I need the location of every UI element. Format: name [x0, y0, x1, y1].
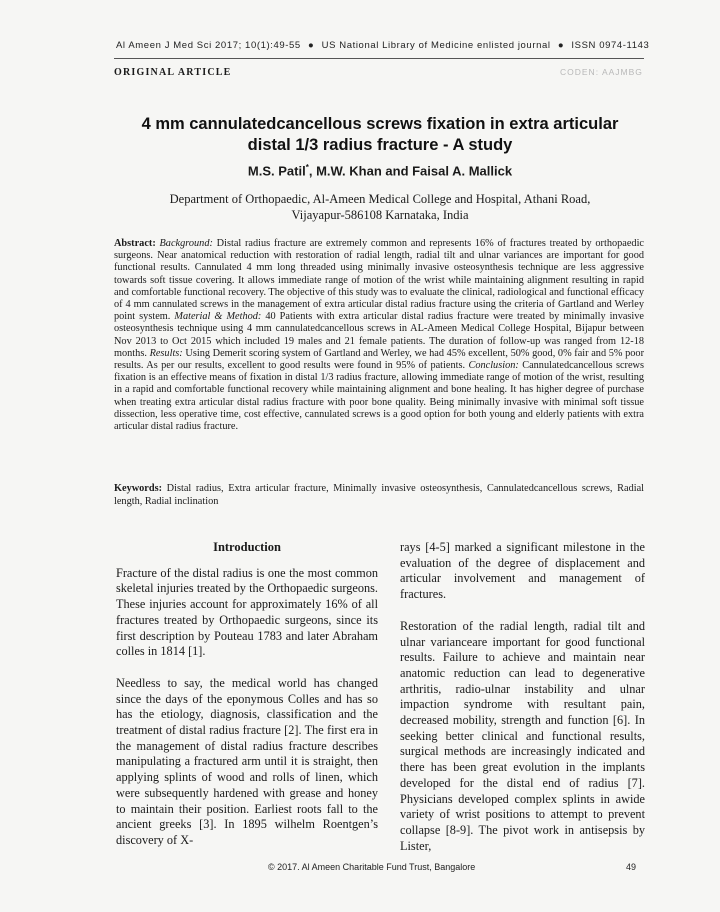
- method-label: Material & Method:: [174, 311, 262, 323]
- body-column-right: [400, 540, 645, 870]
- corresponding-mark: *: [305, 163, 309, 172]
- abstract: [114, 238, 644, 433]
- paragraph: Needless to say, the medical world has changed since the days of the eponymous Colles and has so has the etiology, diagnosis, classification and the treatment of distal radius fracture [2]. The first era in the management of distal radius fracture describes manipulating a fractured arm until it is straight, then applying splints of wood and rolls of linen, which were subsequently hardened with grease and honey to maintain their position. Earliest roots fall to the ancient greeks [3]. In 1895 wilhelm Roentgen’s discovery of X-: [116, 675, 378, 847]
- author-list: [118, 163, 642, 178]
- citation: Al Ameen J Med Sci 2017; 10(1):49-55: [116, 40, 301, 51]
- bullet-icon: ●: [557, 40, 565, 51]
- article-title: 4 mm cannulatedcancellous screws fixation in extra articular distal 1/3 radius fracture - A study: [141, 115, 619, 154]
- nlm-note: US National Library of Medicine enlisted journal: [321, 40, 551, 51]
- affiliation: [118, 191, 642, 223]
- first-author: M.S. Patil: [247, 163, 306, 179]
- affiliation-line-1: Department of Orthopaedic, Al-Ameen Medical College and Hospital, Athani Road,: [169, 192, 591, 206]
- keywords: [114, 483, 644, 508]
- section-label: ORIGINAL ARTICLE: [114, 67, 232, 78]
- method-text: 40 Patients with extra articular distal radius fracture were treated by minimally invasive osteosynthesis technique using 4 mm cannulatedcancellous screws in AL-Ameen Medical College Hospital, Bijapur between Nov 2013 to Oct 2015 which included 19 males and 21 female patients. The duration of follow-up was ranged from 12-18 months.: [114, 311, 644, 359]
- affiliation-line-2: Vijayapur-586108 Karnataka, India: [291, 208, 469, 222]
- keywords-label: Keywords:: [114, 483, 163, 494]
- coden: CODEN: AAJMBG: [560, 67, 643, 77]
- paragraph: Fracture of the distal radius is one the most common skeletal injuries treated by the Orthopaedic surgeons. These injuries account for approximately 16% of all fractures treated by Orthopaedic surgeons, since its first description by Pouteau 1783 and later Abraham colles in 1814 [1].: [116, 565, 378, 659]
- paragraph: rays [4-5] marked a significant milestone in the evaluation of the degree of displacement and articular involvement and management of fractures.: [400, 540, 645, 602]
- results-label: Results:: [149, 347, 183, 359]
- results-text: Using Demerit scoring system of Gartland and Werley, we had 45% excellent, 50% good, 0% fair and 5% poor results. As per our results, excellent to good results were found in 95% of patients.: [114, 347, 644, 372]
- page-number: 49: [626, 862, 637, 872]
- paragraph: Restoration of the radial length, radial tilt and ulnar varianceare important for good functional results. Failure to achieve and maintain near anatomic reduction can lead to degenerative arthritis, radio-ulnar instability and ulnar impaction syndrome with resultant pain, decreased mobility, strength and function [6]. In seeking better clinical and functional results, surgical methods are increasingly indicated and there has been great evolution in the implants developed for the distal end of radius [7]. Physicians developed complex splints in awide variety of wrist positions to attempt to prevent collapse [8-9]. The pivot work in antisepsis by Lister,: [400, 618, 645, 853]
- body-column-left: [116, 540, 378, 865]
- footer-copyright: © 2017. Al Ameen Charitable Fund Trust, Bangalore: [268, 862, 476, 872]
- conclusion-label: Conclusion:: [468, 360, 519, 372]
- other-authors: , M.W. Khan and Faisal A. Mallick: [308, 163, 513, 179]
- bullet-icon: ●: [308, 40, 315, 51]
- header-rule: [114, 58, 644, 59]
- background-label: Background:: [159, 238, 213, 249]
- introduction-heading: Introduction: [213, 540, 281, 554]
- conclusion-text: Cannulatedcancellous screws fixation is an effective means of fixation in distal 1/3 radius fracture, allowing immediate range of motion of the wrist, resulting in a rapid and comfortable functional recovery while maintaining alignment and bone healing. It has higher degree of purchase when treating extra articular distal radius fracture with poor bone quality. Being minimally invasive with minimal soft tissue dissection, less operative time, cost effective, cannulated screws is a good option for both young and elderly patients with extra articular distal radius fracture.: [114, 360, 644, 433]
- keywords-text: Distal radius, Extra articular fracture, Minimally invasive osteosynthesis, Cannulatedcancellous screws, Radial length, Radial inclination: [114, 483, 645, 507]
- background-text: Distal radius fracture are extremely common and represents 16% of fractures treated by orthopaedic surgeons. Near anatomical reduction with restoration of radial length, radial tilt and ulnar variances are important for good functional results. Cannulated 4 mm long threaded using minimally invasive osteosynthesis technique are less aggressive towards soft tissue covering. It allows immediate range of motion of the wrist while maintaining alignment resulting in rapid and comfortable functional recovery. The objective of this study was to evaluate the clinical, radiological and functional efficacy of 4 mm cannulated screws in the management of extra articular distal radius fracture using the criteria of Gartland and Werley point system.: [114, 238, 644, 323]
- abstract-label: Abstract:: [114, 238, 156, 249]
- issn: ISSN 0974-1143: [571, 40, 650, 51]
- journal-header: [116, 40, 650, 51]
